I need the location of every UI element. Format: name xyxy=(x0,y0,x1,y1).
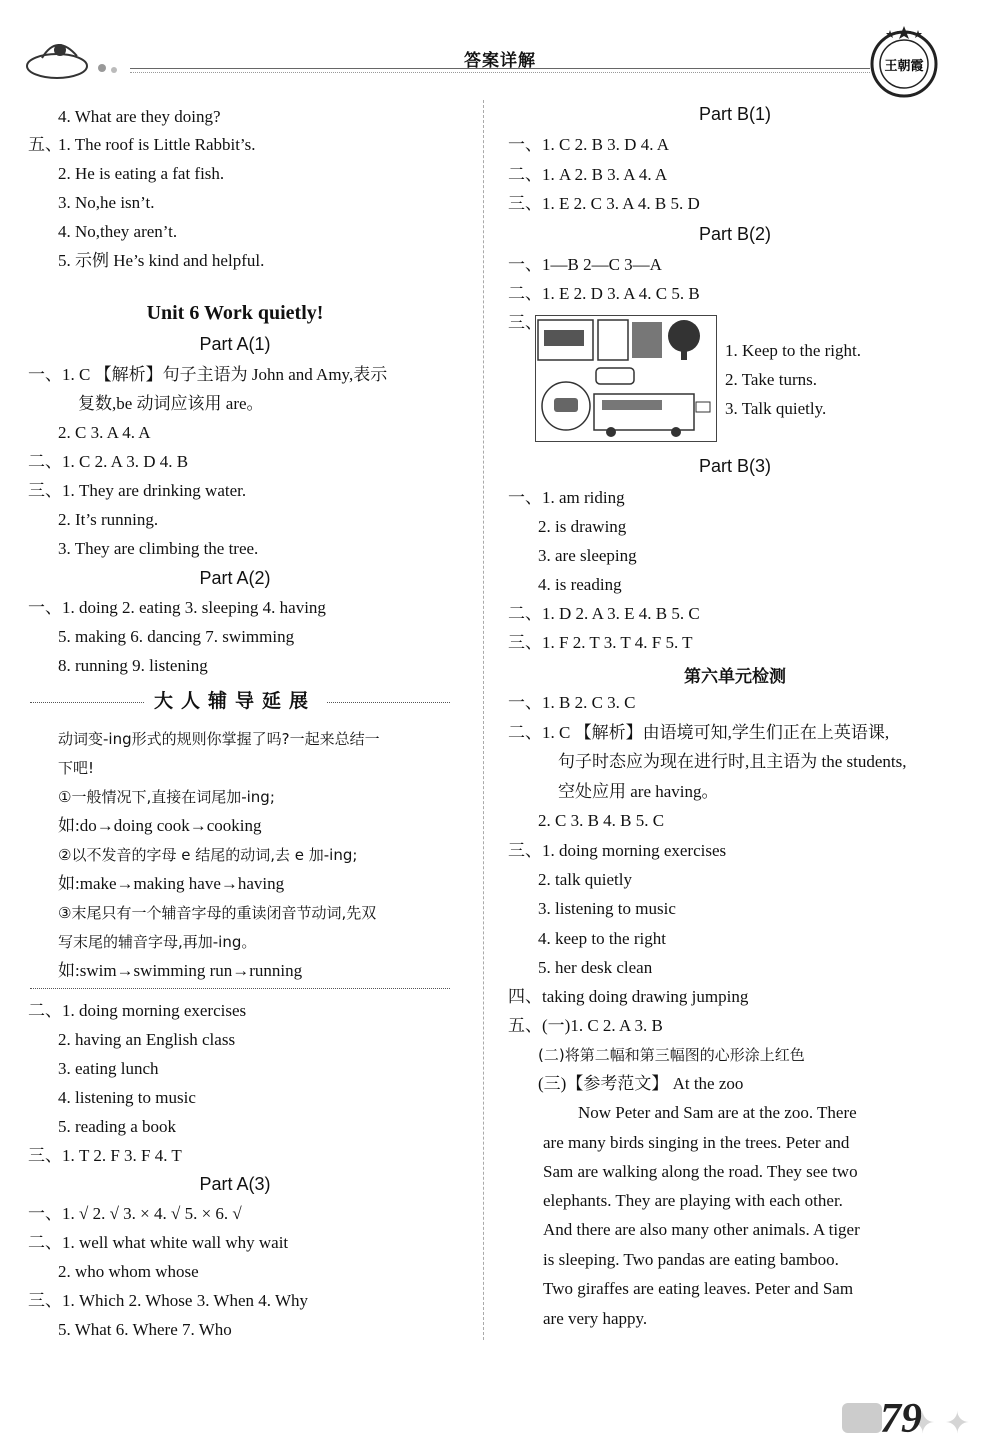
essay-line: are many birds singing in the trees. Peter and xyxy=(543,1133,850,1152)
essay-line: is sleeping. Two pandas are eating bamboo. xyxy=(543,1250,839,1269)
part-title: Part B(2) xyxy=(698,224,772,244)
answer-line: 二、1. C 【解析】由语境可知,学生们正在上英语课, xyxy=(508,723,890,742)
tips-line: 写末尾的辅音字母,再加-ing。 xyxy=(58,933,257,951)
answer-line: 二、1. E 2. D 3. A 4. C 5. B xyxy=(508,284,700,303)
answer-line: 4. listening to music xyxy=(58,1088,196,1107)
answer-line: 4. is reading xyxy=(538,575,622,594)
answer-line: 空处应用 are having。 xyxy=(558,782,719,801)
tips-line: 如:do→doing cook→cooking xyxy=(58,816,262,835)
tips-box-rule xyxy=(30,988,450,989)
answer-line: 2. It’s running. xyxy=(58,510,159,529)
answer-line: 2. talk quietly xyxy=(538,870,632,889)
answer-line: 2. Take turns. xyxy=(725,370,817,389)
answer-line: (三)【参考范文】 At the zoo xyxy=(538,1074,744,1093)
page-number: 79 xyxy=(880,1396,922,1442)
section-marker: 五、 xyxy=(28,135,62,155)
answer-line: 三、1. Which 2. Whose 3. When 4. Why xyxy=(28,1291,308,1310)
answer-line: 三、1. T 2. F 3. F 4. T xyxy=(28,1146,182,1165)
part-title: Part A(3) xyxy=(199,1174,271,1194)
answer-line: 5. her desk clean xyxy=(538,958,653,977)
part-title: Part B(1) xyxy=(698,104,772,124)
answer-line: 4. keep to the right xyxy=(538,929,666,948)
unit-title: Unit 6 Work quietly! xyxy=(146,302,324,324)
header-rule-dotted xyxy=(130,72,870,73)
tips-line: ①一般情况下,直接在词尾加-ing; xyxy=(58,788,275,806)
tips-line: 如:swim→swimming run→running xyxy=(58,961,303,980)
answer-line: 3. Talk quietly. xyxy=(725,399,827,418)
answer-line: 2. having an English class xyxy=(58,1030,236,1049)
tips-box-title xyxy=(0,690,470,713)
tips-line: ③末尾只有一个辅音字母的重读闭音节动词,先双 xyxy=(58,904,377,922)
answer-line: 3. are sleeping xyxy=(538,546,637,565)
tips-line: 如:make→making have→having xyxy=(58,874,285,893)
answer-line: 5. 示例 He’s kind and helpful. xyxy=(58,251,265,270)
essay-line: Now Peter and Sam are at the zoo. There xyxy=(578,1103,857,1122)
svg-text:王朝霞: 王朝霞 xyxy=(884,59,924,74)
test-title: 第六单元检测 xyxy=(684,667,786,687)
answer-line: 二、1. well what white wall why wait xyxy=(28,1233,289,1252)
brand-seal-icon xyxy=(864,22,944,107)
answer-line: 1. Keep to the right. xyxy=(725,341,861,360)
answer-line: 一、1. C 【解析】句子主语为 John and Amy,表示 xyxy=(28,365,388,384)
answer-line: 1. The roof is Little Rabbit’s. xyxy=(58,135,256,154)
answer-line: 2. is drawing xyxy=(538,517,627,536)
answer-line: 三、1. E 2. C 3. A 4. B 5. D xyxy=(508,194,700,213)
tips-line: 下吧! xyxy=(58,759,95,777)
answer-line: 二、1. D 2. A 3. E 4. B 5. C xyxy=(508,604,700,623)
answer-line: 四、taking doing drawing jumping xyxy=(508,987,749,1006)
answer-line: 2. C 3. B 4. B 5. C xyxy=(538,811,665,830)
header-title: 答案详解 xyxy=(464,51,536,70)
answer-line: (二)将第二幅和第三幅图的心形涂上红色 xyxy=(538,1046,805,1064)
answer-line: 5. making 6. dancing 7. swimming xyxy=(58,627,295,646)
answer-line: 五、(一)1. C 2. A 3. B xyxy=(508,1016,663,1035)
answer-line: 三、1. They are drinking water. xyxy=(28,481,247,500)
section-marker: 三、 xyxy=(508,313,542,333)
answer-line: 一、1. doing 2. eating 3. sleeping 4. having xyxy=(28,598,326,617)
tips-line: 动词变-ing形式的规则你掌握了吗?一起来总结一 xyxy=(58,730,380,748)
essay-line: Sam are walking along the road. They see two xyxy=(543,1162,858,1181)
part-title: Part B(3) xyxy=(698,456,772,476)
answer-line: 2. who whom whose xyxy=(58,1262,199,1281)
answer-line: 句子时态应为现在进行时,且主语为 the students, xyxy=(558,752,907,771)
answer-line: 一、1. am riding xyxy=(508,488,625,507)
answer-line: 二、1. C 2. A 3. D 4. B xyxy=(28,452,189,471)
answer-line: 2. He is eating a fat fish. xyxy=(58,164,225,183)
answer-line: 4. No,they aren’t. xyxy=(58,222,178,241)
answer-line: 一、1. √ 2. √ 3. × 4. √ 5. × 6. √ xyxy=(28,1204,242,1223)
part-title: Part A(2) xyxy=(199,568,271,588)
answer-line: 5. reading a book xyxy=(58,1117,177,1136)
essay-line: are very happy. xyxy=(543,1309,648,1328)
street-scene-illustration xyxy=(535,315,717,442)
answer-line: 3. They are climbing the tree. xyxy=(58,539,259,558)
answer-line: 4. What are they doing? xyxy=(58,107,221,126)
answer-line: 二、1. A 2. B 3. A 4. A xyxy=(508,165,668,184)
answer-line: 二、1. doing morning exercises xyxy=(28,1001,247,1020)
answer-line: 一、1—B 2—C 3—A xyxy=(508,255,662,274)
tips-box-title-text: 大人辅导延展 xyxy=(144,690,326,712)
answer-line: 三、1. F 2. T 3. T 4. F 5. T xyxy=(508,633,693,652)
tips-line: ②以不发音的字母 e 结尾的动词,去 e 加-ing; xyxy=(58,846,358,864)
part-title: Part A(1) xyxy=(199,334,271,354)
answer-line: 一、1. B 2. C 3. C xyxy=(508,693,636,712)
svg-text:✦ ✦: ✦ ✦ xyxy=(910,1406,970,1441)
essay-line: And there are also many other animals. A tiger xyxy=(543,1220,860,1239)
answer-line: 三、1. doing morning exercises xyxy=(508,841,727,860)
page-header xyxy=(0,0,1000,100)
answer-line: 复数,be 动词应该用 are。 xyxy=(78,394,264,413)
answer-line: 3. eating lunch xyxy=(58,1059,159,1078)
answer-line: 5. What 6. Where 7. Who xyxy=(58,1320,232,1339)
answer-line: 8. running 9. listening xyxy=(58,656,208,675)
answer-line: 一、1. C 2. B 3. D 4. A xyxy=(508,135,670,154)
column-divider xyxy=(483,100,484,1340)
answer-line: 3. No,he isn’t. xyxy=(58,193,155,212)
essay-line: Two giraffes are eating leaves. Peter and Sam xyxy=(543,1279,854,1298)
header-rule xyxy=(130,68,870,69)
essay-line: elephants. They are playing with each other. xyxy=(543,1191,843,1210)
answer-line: 2. C 3. A 4. A xyxy=(58,423,151,442)
answer-line: 3. listening to music xyxy=(538,899,676,918)
